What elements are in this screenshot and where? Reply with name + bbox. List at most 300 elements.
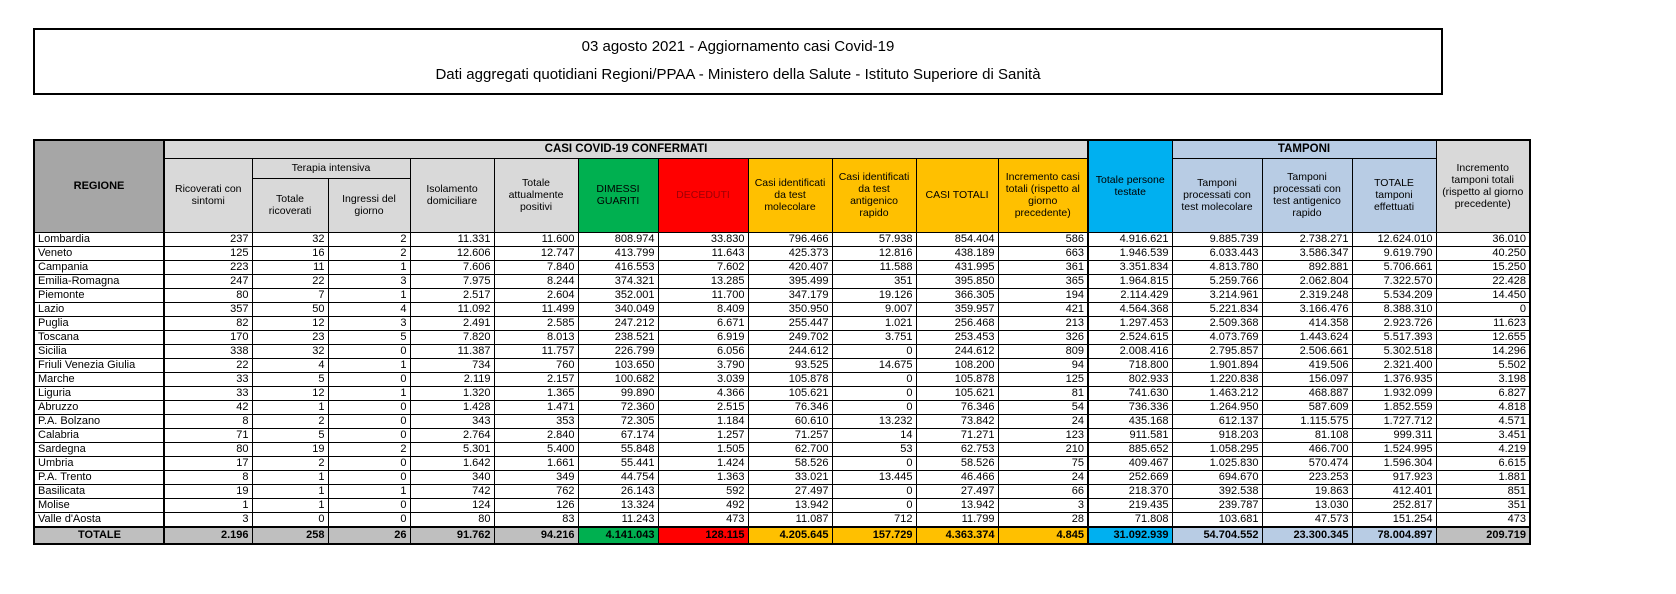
value-cell: 917.923 [1352,470,1436,484]
value-cell: 2 [328,442,410,456]
value-cell: 151.254 [1352,512,1436,527]
value-cell: 999.311 [1352,428,1436,442]
value-cell: 366.305 [916,288,998,302]
table-row [34,484,1530,498]
value-cell: 3.166.476 [1262,302,1352,316]
value-cell: 105.878 [748,372,832,386]
region-cell: Umbria [34,456,164,470]
report-subtitle: Dati aggregati quotidiani Regioni/PPAA - Ministero della Salute - Istituto Superiore di Sanità [435,66,1041,83]
value-cell: 395.850 [916,274,998,288]
value-cell: 718.800 [1088,358,1172,372]
value-cell: 1 [328,484,410,498]
value-cell: 94 [998,358,1088,372]
value-cell: 13.942 [916,498,998,512]
table-row [34,246,1530,260]
value-cell: 5 [252,428,328,442]
value-cell: 4 [328,302,410,316]
value-cell: 213 [998,316,1088,330]
value-cell: 2.604 [494,288,578,302]
value-cell: 808.974 [578,232,658,246]
value-cell: 3.586.347 [1262,246,1352,260]
value-cell: 3 [328,316,410,330]
value-cell: 2.119 [410,372,494,386]
table-row [34,386,1530,400]
totale-label-cell: TOTALE [34,527,164,544]
value-cell: 253.453 [916,330,998,344]
value-cell: 802.933 [1088,372,1172,386]
value-cell: 2 [252,456,328,470]
value-cell: 1.932.099 [1352,386,1436,400]
value-cell: 854.404 [916,232,998,246]
value-cell: 352.001 [578,288,658,302]
value-cell: 5.706.661 [1352,260,1436,274]
value-cell: 105.621 [916,386,998,400]
value-cell: 0 [252,512,328,527]
value-cell: 5.221.834 [1172,302,1262,316]
value-cell: 374.321 [578,274,658,288]
value-cell: 103.650 [578,358,658,372]
table-row [34,442,1530,456]
value-cell: 421 [998,302,1088,316]
table-row [34,302,1530,316]
value-cell: 6.615 [1436,456,1530,470]
value-cell: 11.757 [494,344,578,358]
value-cell: 33.021 [748,470,832,484]
value-cell: 219.435 [1088,498,1172,512]
value-cell: 741.630 [1088,386,1172,400]
header-ingressi-del-giorno: Ingressi del giorno [328,178,410,232]
totale-value-cell: 209.719 [1436,527,1530,544]
value-cell: 12.606 [410,246,494,260]
totale-value-cell: 258 [252,527,328,544]
value-cell: 2.157 [494,372,578,386]
value-cell: 5.301 [410,442,494,456]
value-cell: 4.571 [1436,414,1530,428]
value-cell: 2.923.726 [1352,316,1436,330]
value-cell: 2.062.804 [1262,274,1352,288]
value-cell: 93.525 [748,358,832,372]
value-cell: 33 [164,372,252,386]
value-cell: 359.957 [916,302,998,316]
value-cell: 4.366 [658,386,748,400]
value-cell: 105.878 [916,372,998,386]
value-cell: 14.675 [832,358,916,372]
table-row [34,428,1530,442]
value-cell: 19.863 [1262,484,1352,498]
region-cell: Toscana [34,330,164,344]
value-cell: 7.606 [410,260,494,274]
value-cell: 3.451 [1436,428,1530,442]
value-cell: 2.738.271 [1262,232,1352,246]
header-tamponi-antigenico: Tamponi processati con test antigenico rapido [1262,158,1352,232]
value-cell: 72.360 [578,400,658,414]
value-cell: 2.524.615 [1088,330,1172,344]
value-cell: 54 [998,400,1088,414]
value-cell: 32 [252,344,328,358]
value-cell: 350.950 [748,302,832,316]
value-cell: 256.468 [916,316,998,330]
value-cell: 413.799 [578,246,658,260]
value-cell: 11.387 [410,344,494,358]
value-cell: 2.585 [494,316,578,330]
value-cell: 1 [252,400,328,414]
value-cell: 612.137 [1172,414,1262,428]
value-cell: 570.474 [1262,456,1352,470]
value-cell: 0 [328,414,410,428]
table-row [34,274,1530,288]
value-cell: 1.964.815 [1088,274,1172,288]
totale-row [34,527,1530,544]
value-cell: 12 [252,386,328,400]
value-cell: 17 [164,456,252,470]
value-cell: 1.443.624 [1262,330,1352,344]
value-cell: 60.610 [748,414,832,428]
value-cell: 365 [998,274,1088,288]
header-totale-tamponi: TOTALE tamponi effettuati [1352,158,1436,232]
value-cell: 19 [252,442,328,456]
header-band-casi-confermati: CASI COVID-19 CONFERMATI [164,140,1088,158]
totale-value-cell: 31.092.939 [1088,527,1172,544]
value-cell: 47.573 [1262,512,1352,527]
value-cell: 82 [164,316,252,330]
value-cell: 15.250 [1436,260,1530,274]
header-casi-test-molecolare: Casi identificati da test molecolare [748,158,832,232]
value-cell: 71.271 [916,428,998,442]
totale-value-cell: 26 [328,527,410,544]
value-cell: 7.602 [658,260,748,274]
value-cell: 3 [328,274,410,288]
region-cell: Veneto [34,246,164,260]
value-cell: 11.600 [494,232,578,246]
value-cell: 0 [832,386,916,400]
value-cell: 468.887 [1262,386,1352,400]
value-cell: 473 [1436,512,1530,527]
value-cell: 3.790 [658,358,748,372]
value-cell: 58.526 [748,456,832,470]
value-cell: 492 [658,498,748,512]
value-cell: 0 [1436,302,1530,316]
value-cell: 1 [252,484,328,498]
value-cell: 13.942 [748,498,832,512]
value-cell: 55.441 [578,456,658,470]
value-cell: 12 [252,316,328,330]
value-cell: 3.751 [832,330,916,344]
header-deceduti: DECEDUTI [658,158,748,232]
value-cell: 420.407 [748,260,832,274]
value-cell: 9.007 [832,302,916,316]
value-cell: 694.670 [1172,470,1262,484]
value-cell: 2.491 [410,316,494,330]
value-cell: 1 [328,358,410,372]
title-box [33,28,1443,95]
totale-value-cell: 4.363.374 [916,527,998,544]
value-cell: 796.466 [748,232,832,246]
value-cell: 14 [832,428,916,442]
value-cell: 12.816 [832,246,916,260]
value-cell: 24 [998,414,1088,428]
value-cell: 466.700 [1262,442,1352,456]
value-cell: 72.305 [578,414,658,428]
value-cell: 0 [832,456,916,470]
header-dimessi-guariti: DIMESSI GUARITI [578,158,658,232]
value-cell: 12.624.010 [1352,232,1436,246]
value-cell: 11.588 [832,260,916,274]
region-cell: Lombardia [34,232,164,246]
totale-value-cell: 128.115 [658,527,748,544]
value-cell: 13.030 [1262,498,1352,512]
table-row [34,260,1530,274]
value-cell: 338 [164,344,252,358]
value-cell: 7.322.570 [1352,274,1436,288]
value-cell: 2.795.857 [1172,344,1262,358]
value-cell: 2.517 [410,288,494,302]
value-cell: 71 [164,428,252,442]
value-cell: 4.813.780 [1172,260,1262,274]
header-incremento-tamponi: Incremento tamponi totali (rispetto al giorno precedente) [1436,140,1530,232]
value-cell: 326 [998,330,1088,344]
value-cell: 347.179 [748,288,832,302]
value-cell: 5.259.766 [1172,274,1262,288]
value-cell: 5.502 [1436,358,1530,372]
value-cell: 353 [494,414,578,428]
value-cell: 13.232 [832,414,916,428]
value-cell: 1.946.539 [1088,246,1172,260]
value-cell: 0 [832,400,916,414]
value-cell: 27.497 [748,484,832,498]
value-cell: 1.505 [658,442,748,456]
value-cell: 3.198 [1436,372,1530,386]
value-cell: 5 [328,330,410,344]
value-cell: 3.214.961 [1172,288,1262,302]
value-cell: 0 [328,498,410,512]
value-cell: 1.524.995 [1352,442,1436,456]
value-cell: 1 [252,470,328,484]
value-cell: 1.661 [494,456,578,470]
value-cell: 13.285 [658,274,748,288]
value-cell: 100.682 [578,372,658,386]
header-band-terapia-intensiva: Terapia intensiva [252,158,410,178]
header-band-tamponi: TAMPONI [1172,140,1436,158]
value-cell: 223 [164,260,252,274]
value-cell: 62.753 [916,442,998,456]
header-totale-attualmente-positivi: Totale attualmente positivi [494,158,578,232]
value-cell: 11.799 [916,512,998,527]
region-cell: P.A. Bolzano [34,414,164,428]
value-cell: 712 [832,512,916,527]
value-cell: 11.243 [578,512,658,527]
header-casi-test-antigenico: Casi identificati da test antigenico rapido [832,158,916,232]
value-cell: 23 [252,330,328,344]
value-cell: 473 [658,512,748,527]
value-cell: 55.848 [578,442,658,456]
value-cell: 340 [410,470,494,484]
value-cell: 586 [998,232,1088,246]
value-cell: 12.747 [494,246,578,260]
value-cell: 11.087 [748,512,832,527]
region-cell: Marche [34,372,164,386]
value-cell: 1 [164,498,252,512]
header-isolamento-domiciliare: Isolamento domiciliare [410,158,494,232]
value-cell: 1.852.559 [1352,400,1436,414]
table-header [34,140,1530,232]
value-cell: 80 [410,512,494,527]
value-cell: 12.655 [1436,330,1530,344]
value-cell: 81 [998,386,1088,400]
value-cell: 11.700 [658,288,748,302]
value-cell: 13.445 [832,470,916,484]
region-cell: P.A. Trento [34,470,164,484]
totale-value-cell: 4.141.043 [578,527,658,544]
table-row [34,400,1530,414]
value-cell: 73.842 [916,414,998,428]
table-row [34,232,1530,246]
table-row [34,330,1530,344]
value-cell: 108.200 [916,358,998,372]
value-cell: 5.302.518 [1352,344,1436,358]
value-cell: 247.212 [578,316,658,330]
value-cell: 32 [252,232,328,246]
value-cell: 5.400 [494,442,578,456]
value-cell: 809 [998,344,1088,358]
value-cell: 1.058.295 [1172,442,1262,456]
totale-value-cell: 54.704.552 [1172,527,1262,544]
totale-value-cell: 91.762 [410,527,494,544]
value-cell: 1.115.575 [1262,414,1352,428]
covid-data-table [33,139,1531,545]
value-cell: 1.320 [410,386,494,400]
value-cell: 0 [832,372,916,386]
totale-value-cell: 4.205.645 [748,527,832,544]
value-cell: 67.174 [578,428,658,442]
value-cell: 1.297.453 [1088,316,1172,330]
value-cell: 663 [998,246,1088,260]
value-cell: 11.499 [494,302,578,316]
table-row [34,372,1530,386]
value-cell: 76.346 [916,400,998,414]
table-row [34,288,1530,302]
value-cell: 351 [832,274,916,288]
value-cell: 226.799 [578,344,658,358]
value-cell: 62.700 [748,442,832,456]
value-cell: 1.596.304 [1352,456,1436,470]
value-cell: 7 [252,288,328,302]
value-cell: 6.827 [1436,386,1530,400]
region-cell: Lazio [34,302,164,316]
value-cell: 105.621 [748,386,832,400]
value-cell: 3 [998,498,1088,512]
region-cell: Liguria [34,386,164,400]
value-cell: 742 [410,484,494,498]
value-cell: 11.331 [410,232,494,246]
value-cell: 416.553 [578,260,658,274]
value-cell: 4.219 [1436,442,1530,456]
value-cell: 1.463.212 [1172,386,1262,400]
value-cell: 2.114.429 [1088,288,1172,302]
value-cell: 6.671 [658,316,748,330]
value-cell: 244.612 [748,344,832,358]
region-cell: Molise [34,498,164,512]
value-cell: 1.184 [658,414,748,428]
value-cell: 419.506 [1262,358,1352,372]
value-cell: 44.754 [578,470,658,484]
table-row [34,414,1530,428]
value-cell: 592 [658,484,748,498]
value-cell: 33.830 [658,232,748,246]
value-cell: 103.681 [1172,512,1262,527]
value-cell: 1.901.894 [1172,358,1262,372]
table-row [34,358,1530,372]
value-cell: 1.424 [658,456,748,470]
value-cell: 438.189 [916,246,998,260]
header-casi-totali: CASI TOTALI [916,158,998,232]
value-cell: 8.013 [494,330,578,344]
value-cell: 218.370 [1088,484,1172,498]
header-ricoverati-con-sintomi: Ricoverati con sintomi [164,158,252,232]
table-row [34,316,1530,330]
value-cell: 2 [328,232,410,246]
region-cell: Abruzzo [34,400,164,414]
value-cell: 40.250 [1436,246,1530,260]
value-cell: 892.881 [1262,260,1352,274]
value-cell: 2.840 [494,428,578,442]
table-row [34,344,1530,358]
value-cell: 425.373 [748,246,832,260]
value-cell: 0 [328,344,410,358]
value-cell: 0 [328,512,410,527]
value-cell: 14.450 [1436,288,1530,302]
value-cell: 1.021 [832,316,916,330]
value-cell: 734 [410,358,494,372]
value-cell: 1.642 [410,456,494,470]
value-cell: 851 [1436,484,1530,498]
value-cell: 5.517.393 [1352,330,1436,344]
value-cell: 7.840 [494,260,578,274]
header-totale-ricoverati: Totale ricoverati [252,178,328,232]
region-cell: Sardegna [34,442,164,456]
value-cell: 194 [998,288,1088,302]
value-cell: 28 [998,512,1088,527]
value-cell: 80 [164,288,252,302]
value-cell: 1.025.830 [1172,456,1262,470]
value-cell: 6.033.443 [1172,246,1262,260]
value-cell: 11.092 [410,302,494,316]
report-title: 03 agosto 2021 - Aggiornamento casi Covid-19 [581,38,895,55]
value-cell: 1.264.950 [1172,400,1262,414]
value-cell: 2.319.248 [1262,288,1352,302]
value-cell: 36.010 [1436,232,1530,246]
value-cell: 11.643 [658,246,748,260]
region-cell: Emilia-Romagna [34,274,164,288]
value-cell: 13.324 [578,498,658,512]
value-cell: 6.056 [658,344,748,358]
value-cell: 431.995 [916,260,998,274]
value-cell: 223.253 [1262,470,1352,484]
value-cell: 361 [998,260,1088,274]
totale-value-cell: 157.729 [832,527,916,544]
value-cell: 244.612 [916,344,998,358]
value-cell: 50 [252,302,328,316]
value-cell: 1 [252,498,328,512]
value-cell: 0 [832,498,916,512]
value-cell: 1 [328,386,410,400]
value-cell: 22 [252,274,328,288]
value-cell: 414.358 [1262,316,1352,330]
table-row [34,498,1530,512]
value-cell: 126 [494,498,578,512]
value-cell: 9.885.739 [1172,232,1262,246]
value-cell: 4.916.621 [1088,232,1172,246]
value-cell: 2 [252,414,328,428]
